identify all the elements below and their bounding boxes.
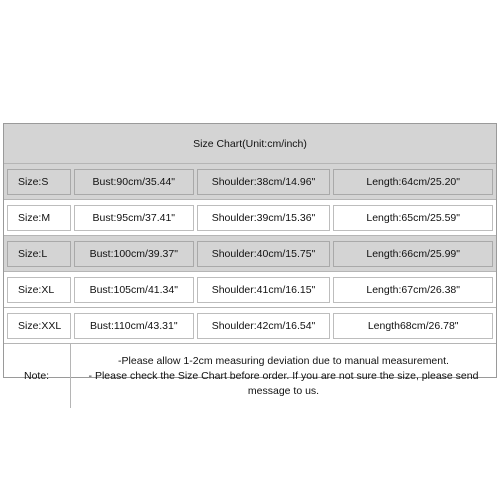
note-text — [71, 344, 496, 408]
size-chart-table — [3, 123, 497, 397]
table-row — [4, 200, 496, 236]
length-cell: Length68cm/26.78" — [333, 313, 493, 339]
note-line-1: -Please allow 1-2cm measuring deviation due to manual measurement. — [118, 354, 449, 367]
shoulder-cell: Shoulder:38cm/14.96" — [197, 169, 331, 195]
length-cell: Length:64cm/25.20" — [333, 169, 493, 195]
size-chart-title-row — [4, 124, 496, 164]
shoulder-cell: Shoulder:42cm/16.54" — [197, 313, 331, 339]
size-cell: Size:L — [7, 241, 71, 267]
table-row — [4, 164, 496, 200]
size-cell: Size:M — [7, 205, 71, 231]
size-cell: Size:S — [7, 169, 71, 195]
bust-cell: Bust:105cm/41.34" — [74, 277, 194, 303]
size-cell: Size:XL — [7, 277, 71, 303]
table-row — [4, 272, 496, 308]
note-line-2: - Please check the Size Chart before order. If you are not sure the size, please send message to us. — [88, 369, 479, 397]
table-row — [4, 308, 496, 344]
size-chart-title: Size Chart(Unit:cm/inch) — [193, 137, 307, 150]
table-row — [4, 236, 496, 272]
bust-cell: Bust:110cm/43.31" — [74, 313, 194, 339]
bust-cell: Bust:95cm/37.41" — [74, 205, 194, 231]
size-cell: Size:XXL — [7, 313, 71, 339]
length-cell: Length:67cm/26.38" — [333, 277, 493, 303]
note-label: Note: — [4, 344, 71, 408]
note-row — [4, 344, 496, 408]
length-cell: Length:66cm/25.99" — [333, 241, 493, 267]
bust-cell: Bust:90cm/35.44" — [74, 169, 194, 195]
shoulder-cell: Shoulder:39cm/15.36" — [197, 205, 331, 231]
length-cell: Length:65cm/25.59" — [333, 205, 493, 231]
bust-cell: Bust:100cm/39.37" — [74, 241, 194, 267]
shoulder-cell: Shoulder:41cm/16.15" — [197, 277, 331, 303]
shoulder-cell: Shoulder:40cm/15.75" — [197, 241, 331, 267]
